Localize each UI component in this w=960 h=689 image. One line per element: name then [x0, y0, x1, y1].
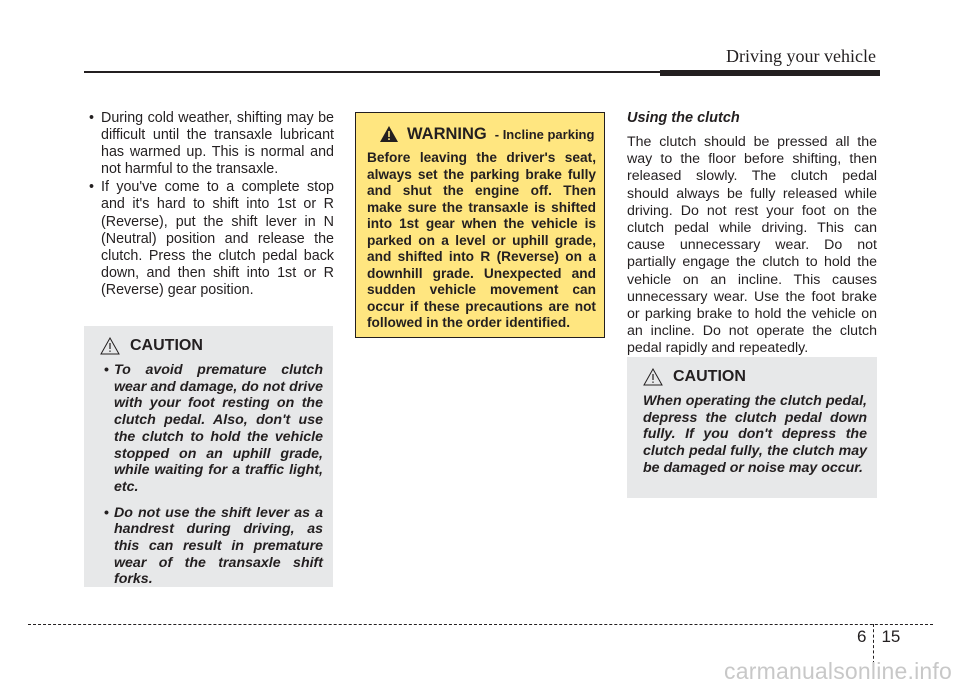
shifting-bullet-list [84, 110, 334, 299]
caution-triangle-icon [100, 337, 120, 355]
warning-title: WARNING [407, 124, 487, 143]
right-column [627, 110, 877, 358]
caution-list [100, 362, 323, 588]
caution-box-right [627, 357, 877, 498]
left-column [84, 110, 334, 300]
warning-text: Before leaving the driver's seat, always set the parking brake fully and shut the engine off. Then make sure the transaxle is shifted into 1st gear when the vehicle is parked on a level or uphill grade, and shifted into R (Reverse) on a downhill grade. Unexpected and sudden vehicle movement can occur if these precautions are not followed in the order identified. [367, 150, 596, 330]
caution-header [100, 334, 323, 358]
caution-text: When operating the clutch pedal, depress the clutch pedal down fully. If you don't depress the clutch pedal fully, the clutch may be damaged or noise may occur. [643, 393, 867, 476]
watermark: carmanualsonline.info [724, 658, 952, 684]
page-header-title: Driving your vehicle [726, 46, 876, 66]
bullet-cold-weather: • During cold weather, shifting may be difficult until the transaxle lubricant has warmed up. This is normal and not harmful to the transaxle. [84, 110, 334, 178]
warning-header [367, 123, 596, 145]
warning-box-incline-parking [355, 112, 605, 338]
caution-item-handrest: • Do not use the shift lever as a handrest during driving, as this can result in premature wear of the transaxle shift forks. [100, 505, 323, 589]
caution-item-clutch-wear: • To avoid premature clutch wear and damage, do not drive with your foot resting on the clutch pedal. Also, don't use the clutch to hold the vehicle stopped on an uphill grade, while waiting for a traffic light, etc. [100, 362, 323, 496]
caution-box-left [84, 326, 333, 587]
chapter-number: 6 [857, 627, 867, 646]
section-heading-using-clutch: Using the clutch [627, 110, 740, 126]
bullet-complete-stop: • If you've come to a complete stop and it's hard to shift into 1st or R (Reverse), put the shift lever in N (Neutral) position and release the clutch. Press the clutch pedal back down, and then shift into 1st or R (Reverse) gear position. [84, 179, 334, 299]
clutch-paragraph: The clutch should be pressed all the way to the floor before shifting, then released slowly. The clutch pedal should always be fully released while driving. Do not rest your foot on the clutch pedal while driving. This can cause unnecessary wear. Do not partially engage the clutch to hold the vehicle on an incline. This causes unnecessary wear. Use the foot brake or parking brake to hold the vehicle on an incline. Do not operate the clutch pedal rapidly and repeatedly. [627, 134, 877, 357]
caution-header [643, 365, 867, 389]
caution-title: CAUTION [673, 368, 746, 385]
header-rule [84, 70, 880, 74]
footer-rule [28, 624, 933, 625]
page-number-value: 15 [881, 627, 901, 646]
header-rule-thick [660, 70, 880, 76]
caution-triangle-icon [643, 368, 663, 386]
caution-title: CAUTION [130, 337, 203, 354]
warning-triangle-icon [379, 125, 399, 143]
warning-subtitle: - Incline parking [494, 126, 595, 142]
